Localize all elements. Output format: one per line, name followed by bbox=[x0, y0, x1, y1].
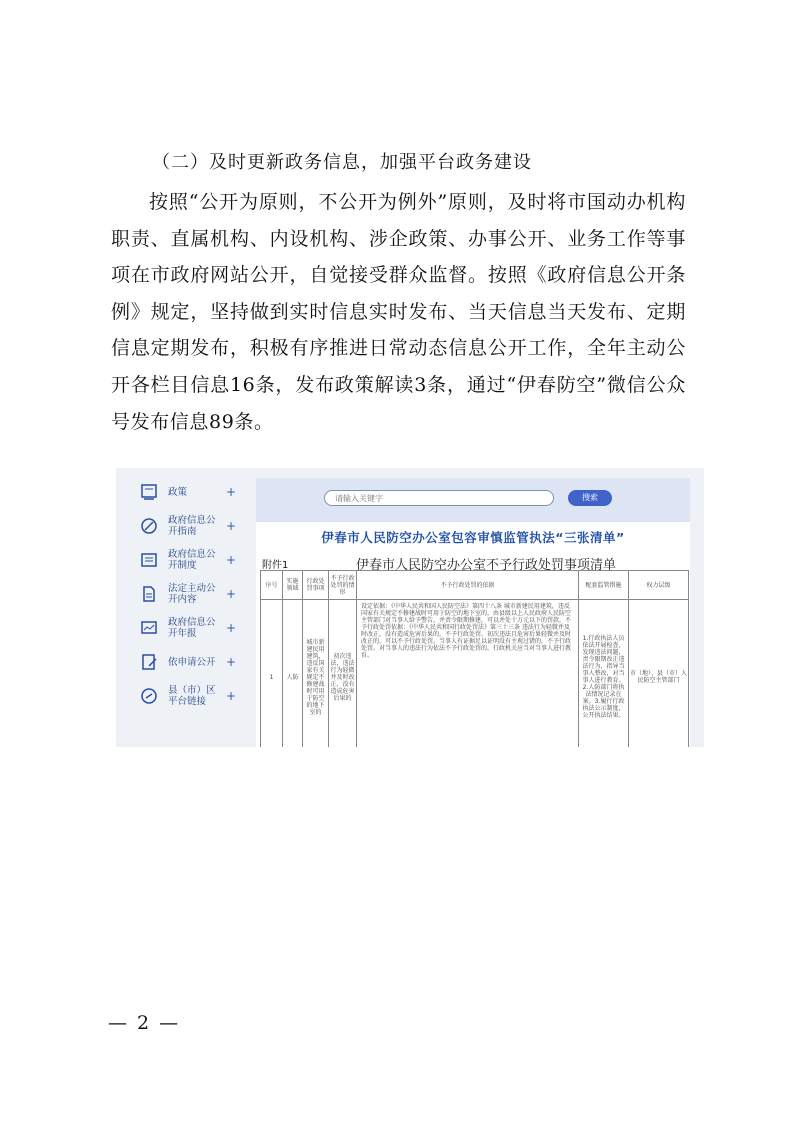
penalty-table bbox=[260, 570, 689, 747]
sidebar-item-apply[interactable] bbox=[140, 648, 250, 676]
header-basis: 不予行政处罚的依据 bbox=[357, 571, 579, 600]
table-row bbox=[261, 600, 689, 748]
sidebar-item-label: 政府信息公开年报 bbox=[168, 617, 216, 639]
cell-level: 市（地）、县（市）人民防空主管部门 bbox=[629, 600, 689, 748]
body-paragraph: 按照“公开为原则，不公开为例外”原则，及时将市国动办机构职责、直属机构、内设机构、涉企政策、办事公开、业务工作等事项在市政府网站公开，自觉接受群众监督。按照《政府信息公开条例》规定，坚持做到实时信息实时发布、当天信息当天发布、定期信息定期发布，积极有序推进日常动态信息公开工作，全年主动公开各栏目信息16条，发布政策解读3条，通过“伊春防空”微信公众号发布信息89条。 bbox=[111, 191, 686, 433]
website-screenshot bbox=[116, 468, 704, 747]
expand-plus-icon[interactable]: + bbox=[226, 485, 237, 499]
document-icon bbox=[140, 585, 158, 603]
annex-label: 附件1 bbox=[262, 560, 289, 571]
sidebar-item-guide[interactable] bbox=[140, 512, 250, 540]
header-measures: 配套监管措施 bbox=[579, 571, 629, 600]
list-icon bbox=[140, 551, 158, 569]
cell-num: 1 bbox=[261, 600, 283, 748]
sidebar-item-label: 县（市）区平台链接 bbox=[168, 685, 216, 707]
header-level: 权力层级 bbox=[629, 571, 689, 600]
expand-plus-icon[interactable]: + bbox=[226, 689, 237, 703]
cell-measures: 1.行政执法人员依法开展检查，发现违法问题，责令限期改正违法行为，指导当事人整改，对当事人进行教育。2.人防部门将执法情况记录在案。3.履行行政执法公示制度，公开执法结果。 bbox=[579, 600, 629, 748]
expand-plus-icon[interactable]: + bbox=[226, 655, 237, 669]
cell-field: 人防 bbox=[283, 600, 303, 748]
header-item: 行政处罚事项 bbox=[303, 571, 329, 600]
search-bar bbox=[256, 478, 690, 522]
search-input[interactable] bbox=[324, 490, 554, 506]
report-icon bbox=[140, 619, 158, 637]
search-button[interactable]: 搜索 bbox=[568, 490, 612, 506]
list-title: 伊春市人民防空办公室包容审慎监管执法“三张清单” bbox=[321, 530, 625, 545]
link-icon bbox=[140, 687, 158, 705]
expand-plus-icon[interactable]: + bbox=[226, 553, 237, 567]
policy-icon bbox=[140, 483, 158, 501]
content-panel bbox=[256, 478, 690, 747]
page-number: — 2 — bbox=[108, 1012, 181, 1034]
cell-basis: 设定依据：《中华人民共和国人民防空法》第四十八条 城市新建民用建筑，违反国家有关规定不修建战时可用于防空的地下室的，由县级以上人民政府人民防空主管部门对当事人给予警告，并责令限期修建，可以并处十万元以下的罚款。不予行政处罚依据：《中华人民共和国行政处罚法》第三十三条 违法行为轻微并及时改正，没有造成危害后果的，不予行政处罚。初次违法且危害后果轻微并及时改正的，可以不予行政处罚。当事人有证据足以证明没有主观过错的，不予行政处罚。对当事人的违法行为依法不予行政处罚的，行政机关应当对当事人进行教育。 bbox=[357, 600, 579, 748]
cell-situation: 初次违法，违法行为轻微并及时改正，没有造成危害后果的 bbox=[329, 600, 357, 748]
sidebar-item-content[interactable] bbox=[140, 580, 250, 608]
sidebar bbox=[116, 474, 246, 747]
sidebar-item-county-links[interactable] bbox=[140, 682, 250, 710]
expand-plus-icon[interactable]: + bbox=[226, 587, 237, 601]
header-num: 序号 bbox=[261, 571, 283, 600]
header-situation: 不予行政处罚的情形 bbox=[329, 571, 357, 600]
expand-plus-icon[interactable]: + bbox=[226, 519, 237, 533]
sidebar-item-system[interactable] bbox=[140, 546, 250, 574]
expand-plus-icon[interactable]: + bbox=[226, 621, 237, 635]
table-subtitle: 伊春市人民防空办公室不予行政处罚事项清单 bbox=[356, 558, 617, 573]
compass-icon bbox=[140, 517, 158, 535]
sidebar-item-label: 依申请公开 bbox=[168, 656, 216, 668]
sidebar-item-annual-report[interactable] bbox=[140, 614, 250, 642]
sidebar-item-label: 政府信息公开制度 bbox=[168, 549, 216, 571]
sidebar-item-policy[interactable] bbox=[140, 478, 250, 506]
sidebar-item-label: 政府信息公开指南 bbox=[168, 515, 216, 537]
header-field: 实施领域 bbox=[283, 571, 303, 600]
sidebar-item-label: 法定主动公开内容 bbox=[168, 583, 216, 605]
section-heading: （二）及时更新政务信息，加强平台政务建设 bbox=[152, 152, 532, 173]
cell-item: 城市新建民用建筑，违反国家有关规定不修建战时可用于防空的地下室的 bbox=[303, 600, 329, 748]
table-header-row bbox=[261, 571, 689, 600]
form-icon bbox=[140, 653, 158, 671]
sidebar-item-label: 政策 bbox=[168, 486, 188, 498]
